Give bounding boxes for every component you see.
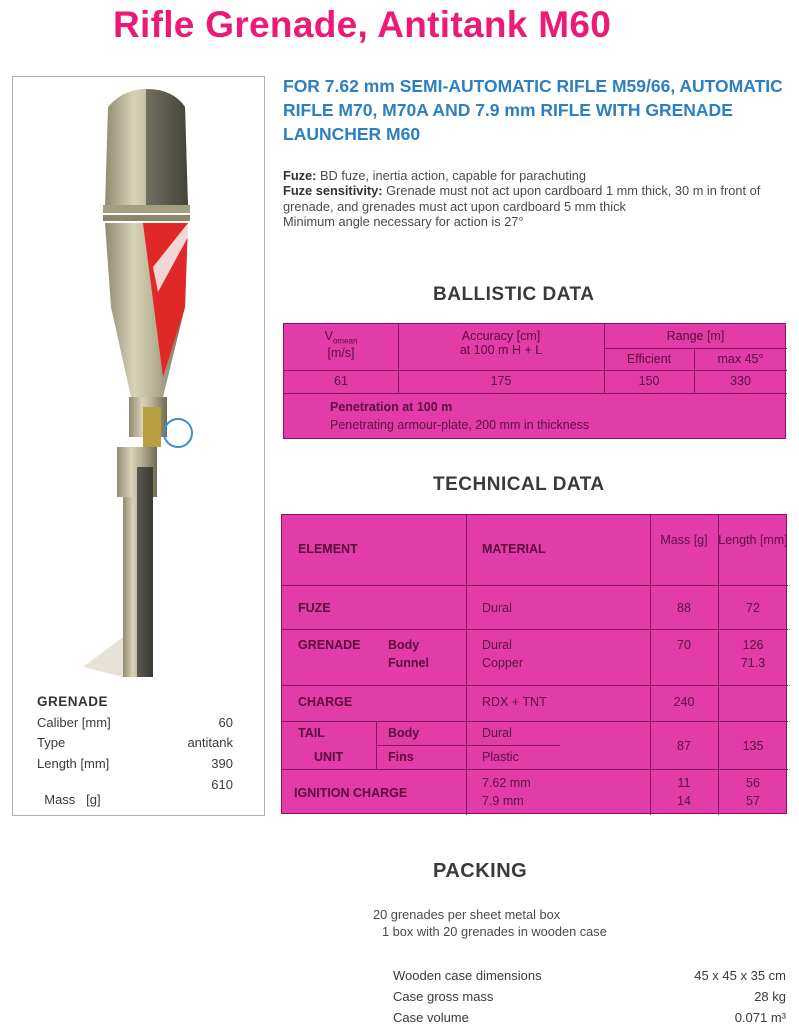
row-ignition-mass1: 11	[677, 776, 691, 790]
row-fuze-mass: 88	[677, 601, 691, 615]
val-efficient: 150	[638, 374, 660, 388]
row-charge-name: CHARGE	[298, 695, 353, 709]
spec-label: Type	[37, 735, 66, 750]
ballistic-heading: BALLISTIC DATA	[433, 284, 595, 305]
row-ignition-mass2: 14	[677, 794, 691, 808]
row-grenade-len1: 126	[742, 638, 764, 652]
ballistic-table	[283, 323, 786, 439]
packing-value: 45 x 45 x 35 cm	[694, 968, 786, 983]
row-ignition-mat1: 7.62 mm	[482, 776, 531, 790]
row-charge-material: RDX + TNT	[482, 695, 547, 709]
spec-value: 390	[211, 756, 233, 771]
row-fuze-length: 72	[746, 601, 760, 615]
row-tail-part2: Fins	[388, 750, 414, 764]
row-grenade-len2: 71.3	[740, 656, 766, 670]
col-velocity: $V_{omean}$ [m/s]	[324, 329, 358, 360]
row-grenade-mass: 70	[677, 638, 691, 652]
spec-value: 60	[218, 715, 233, 730]
fuze-min-angle: Minimum angle necessary for action is 27°	[283, 214, 524, 230]
packing-row-gross-mass	[393, 989, 786, 1004]
packing-label: Wooden case dimensions	[393, 968, 542, 983]
val-accuracy: 175	[490, 374, 512, 388]
spec-row-type	[37, 735, 233, 750]
packing-line2: 1 box with 20 grenades in wooden case	[382, 924, 607, 939]
packing-row-dimensions	[393, 968, 786, 983]
packing-value: 28 kg	[754, 989, 786, 1004]
spec-row-caliber	[37, 715, 233, 730]
row-ignition-len2: 57	[746, 794, 760, 808]
packing-label: Case gross mass	[393, 989, 494, 1004]
packing-label: Case volume	[393, 1010, 469, 1025]
packing-line1: 20 grenades per sheet metal box	[373, 907, 561, 922]
row-grenade-mat2: Copper	[482, 656, 523, 670]
spec-row-mass	[37, 777, 233, 822]
row-tail-mat1: Dural	[482, 726, 512, 740]
grenade-specs-title: GRENADE	[37, 694, 109, 709]
grenade-illustration	[13, 77, 264, 687]
row-tail-length: 135	[742, 739, 764, 753]
technical-table	[281, 514, 787, 814]
spec-value: 610	[211, 777, 233, 792]
col-efficient: Efficient	[626, 352, 672, 366]
spec-value: antitank	[187, 735, 233, 750]
row-grenade-mat1: Dural	[482, 638, 512, 652]
row-ignition-len1: 56	[746, 776, 760, 790]
col-length: Length [mm]	[718, 533, 788, 547]
row-grenade-name: GRENADE	[298, 638, 361, 652]
val-max: 330	[730, 374, 751, 388]
row-tail-part1: Body	[388, 726, 420, 740]
technical-heading: TECHNICAL DATA	[433, 474, 605, 495]
row-tail-name2: UNIT	[314, 750, 344, 764]
packing-value: 0.071 m³	[734, 1010, 786, 1025]
fuze-sensitivity-label: Fuze sensitivity:	[283, 183, 383, 199]
col-mass: Mass [g]	[660, 533, 708, 547]
penetration-title: Penetration at 100 m	[330, 400, 453, 414]
val-velocity: 61	[334, 374, 348, 388]
row-tail-mass: 87	[677, 739, 691, 753]
fuze-text: BD fuze, inertia action, capable for parachuting	[319, 168, 587, 183]
row-fuze-material: Dural	[482, 601, 512, 615]
row-grenade-part1: Body	[388, 638, 420, 652]
fuze-description	[283, 168, 763, 230]
row-charge-mass: 240	[673, 695, 695, 709]
spec-label: Mass [g]	[44, 792, 101, 807]
row-tail-mat2: Plastic	[482, 750, 519, 764]
penetration-text: Penetrating armour-plate, 200 mm in thickness	[330, 418, 590, 432]
row-fuze-name: FUZE	[298, 601, 331, 615]
spec-label: Caliber [mm]	[37, 715, 111, 730]
row-ignition-name: IGNITION CHARGE	[294, 786, 408, 800]
col-max: max 45°	[717, 352, 764, 366]
col-range: Range [m]	[666, 329, 725, 343]
fuze-label: Fuze:	[283, 168, 317, 183]
page-subtitle: FOR 7.62 mm SEMI-AUTOMATIC RIFLE M59/66, AUTOMATIC RIFLE M70, M70A AND 7.9 mm RIFLE WITH GRENADE LAUNCHER M60	[283, 76, 783, 144]
page-title: Rifle Grenade, Antitank M60	[113, 4, 612, 45]
row-tail-name1: TAIL	[298, 726, 325, 740]
col-accuracy: Accuracy [cm] at 100 m H + L	[459, 329, 543, 357]
row-ignition-mat2: 7.9 mm	[482, 794, 524, 808]
spec-row-length	[37, 756, 233, 771]
packing-heading: PACKING	[433, 860, 528, 882]
fuze-sensitivity-text: Grenade must not act upon cardboard 1 mm thick, 30 m in front of grenade, and grenades must act upon cardboard 5 mm thick	[283, 183, 761, 214]
col-element: ELEMENT	[298, 542, 358, 556]
spec-label: Length [mm]	[37, 756, 110, 771]
col-material: MATERIAL	[482, 542, 546, 556]
row-grenade-part2: Funnel	[388, 656, 429, 670]
packing-lines	[373, 906, 607, 940]
packing-row-volume	[393, 1010, 786, 1025]
